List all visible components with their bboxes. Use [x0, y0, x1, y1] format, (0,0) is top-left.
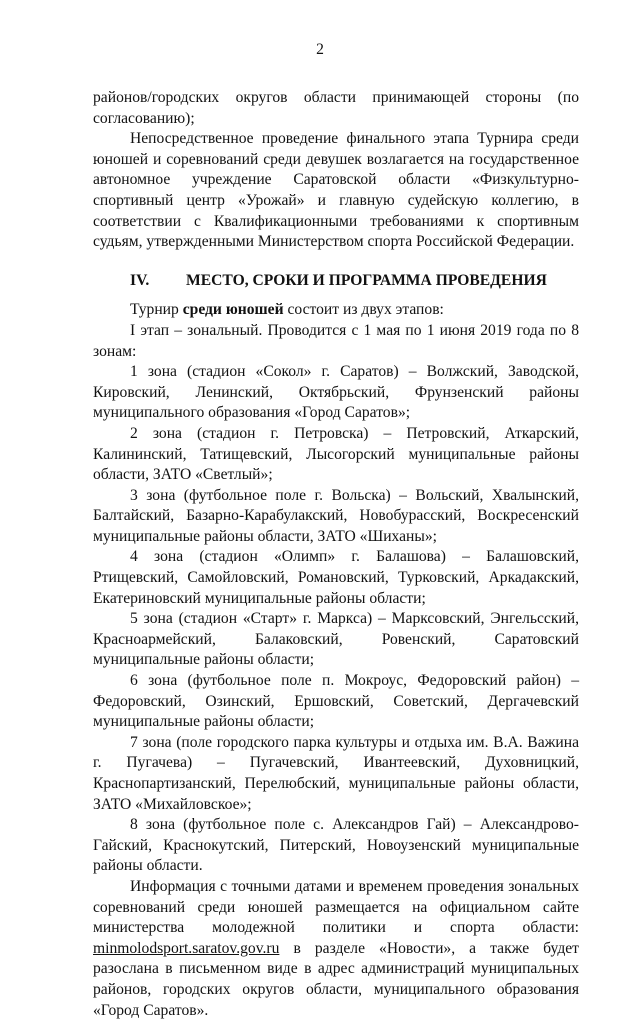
tournament-intro — [93, 300, 579, 321]
zone-6-paragraph: 6 зона (футбольное поле п. Мокроус, Федоровский район) – Федоровский, Озинский, Ершовский, Советский, Дергачевский муниципальные районы области; — [93, 672, 579, 731]
zone-5-paragraph: 5 зона (стадион «Старт» г. Маркса) – Марксовский, Энгельсский, Красноармейский, Балаковский, Ровенский, Саратовский муниципальные районы области; — [93, 610, 579, 669]
zone-3-paragraph: 3 зона (футбольное поле г. Вольска) – Вольский, Хвалынский, Балтайский, Базарно-Карабулакский, Новобурасский, Воскресенский муниципальные районы области, ЗАТО «Шиханы»; — [93, 486, 579, 545]
intro-continuation: районов/городских округов области принимающей стороны (по согласованию); — [93, 89, 579, 127]
page-number: 2 — [316, 41, 324, 58]
stage1-paragraph: I этап – зональный. Проводится с 1 мая по 1 июня 2019 года по 8 зонам: — [93, 321, 579, 360]
zone-7-paragraph: 7 зона (поле городского парка культуры и отдыха им. В.А. Важина г. Пугачева) – Пугачевский, Ивантеевский, Духовницкий, Краснопартизанский, Перелюбский, муниципальные районы области, ЗАТО «Михайловское»; — [93, 733, 579, 813]
info-text-rest: в разделе «Новости», а также будет разослана в письменном виде в адрес администраций муниципальных районов, городских округов области, муниципального образования «Город Саратов». — [93, 939, 579, 1019]
final-stage-paragraph: Непосредственное проведение финального этапа Турнира среди юношей и соревнований среди девушек возлагается на государственное автономное учреждение Саратовской области «Физкультурно-спортивный центр «Урожай» и главную судейскую коллегию, в соответствии с Квалификационными требованиями к спортивным судьям, утвержденными Министерством спорта Российской Федерации. — [93, 130, 579, 251]
zone-8-paragraph: 8 зона (футбольное поле с. Александров Гай) – Александрово-Гайский, Краснокутский, Питерский, Новоузенский муниципальные районы области. — [93, 816, 579, 875]
ministry-website-link[interactable]: minmolodsport.saratov.gov.ru — [93, 939, 280, 957]
section-heading — [93, 271, 579, 292]
info-text: Информация с точными датами и временем проведения зональных соревнований среди юношей размещается на официальном сайте министерства молодежной политики и спорта области: — [93, 877, 579, 937]
zone-4-paragraph: 4 зона (стадион «Олимп» г. Балашова) – Балашовский, Ртищевский, Самойловский, Романовский, Турковский, Аркадакский, Екатериновский муниципальные районы области; — [93, 548, 579, 607]
zone-2-paragraph: 2 зона (стадион г. Петровска) – Петровский, Аткарский, Калининский, Татищевский, Лысогорский муниципальные районы области, ЗАТО «Светлый»; — [93, 424, 579, 484]
tournament-intro-rest: состоит из двух этапов: — [283, 301, 444, 319]
section-title: МЕСТО, СРОКИ И ПРОГРАММА ПРОВЕДЕНИЯ — [186, 271, 547, 289]
zone-1-paragraph: 1 зона (стадион «Сокол» г. Саратов) – Волжский, Заводской, Кировский, Ленинский, Октябрьский, Фрунзенский районы муниципального образования «Город Саратов»; — [93, 363, 579, 422]
tournament-intro-bold: среди юношей — [182, 301, 284, 319]
info-paragraph — [93, 877, 579, 1021]
section-number: IV. — [130, 271, 150, 289]
tournament-intro-text: Турнир — [130, 301, 183, 319]
document-body — [93, 88, 579, 1021]
